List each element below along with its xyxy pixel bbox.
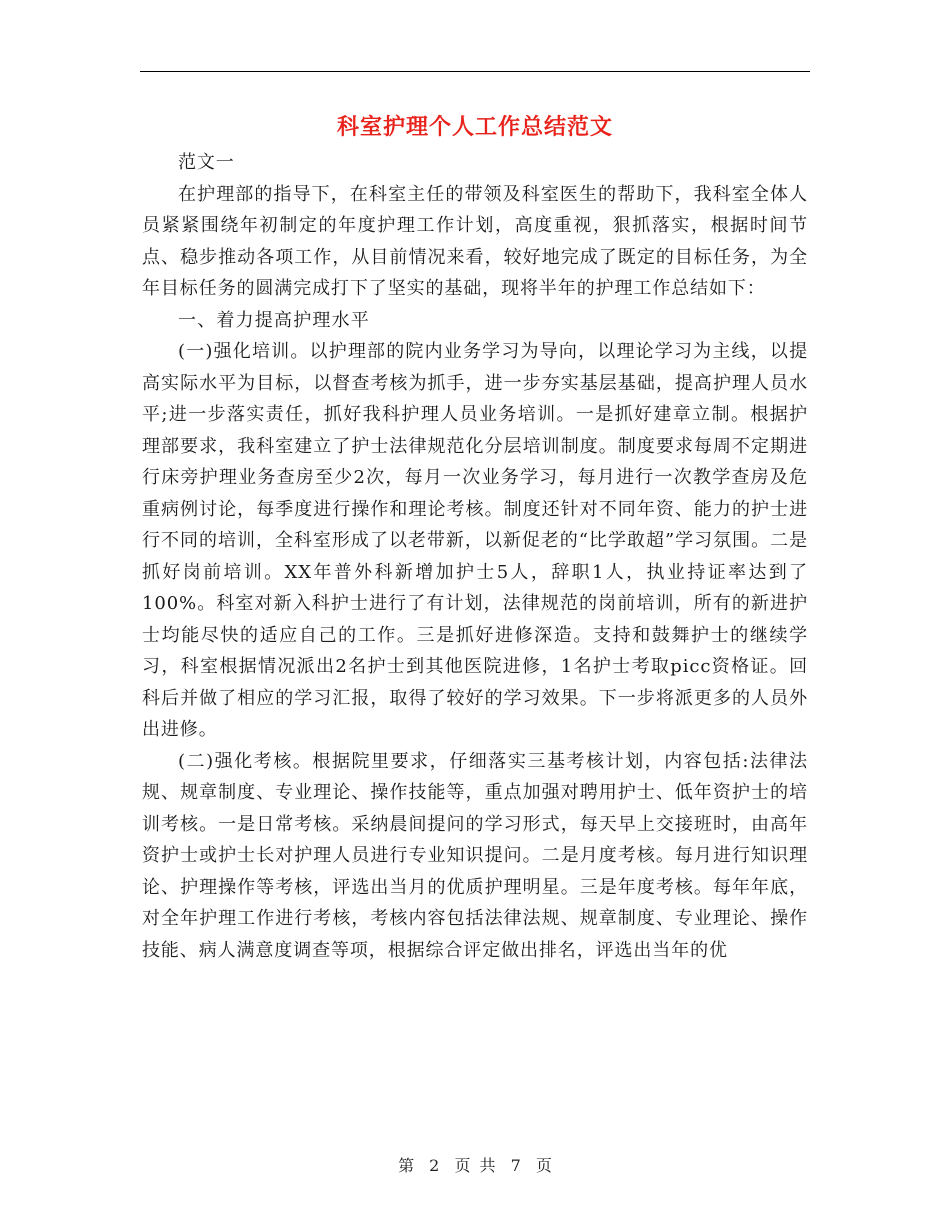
paragraph-intro: 在护理部的指导下，在科室主任的带领及科室医生的帮助下，我科室全体人员紧紧围绕年初制定的年度护理工作计划，高度重视，狠抓落实，根据时间节点、稳步推动各项工作，从目前情况来看，较好地完成了既定的目标任务，为全年目标任务的圆满完成打下了坚实的基础，现将半年的护理工作总结如下： (142, 183, 808, 299)
footer-prefix: 第 (398, 1156, 415, 1175)
footer-middle: 页 共 (454, 1156, 496, 1175)
footer-suffix: 页 (535, 1156, 552, 1175)
document-title: 科室护理个人工作总结范文 (336, 114, 613, 140)
footer-current-page: 2 (429, 1156, 440, 1175)
page-footer (0, 1153, 950, 1176)
document-body (142, 147, 808, 966)
footer-total-pages: 7 (510, 1156, 521, 1175)
section-heading: 一、着力提高护理水平 (178, 309, 370, 331)
paragraph-training: (一)强化培训。以护理部的院内业务学习为导向，以理论学习为主线，以提高实际水平为目标，以督查考核为抓手，进一步夯实基层基础，提高护理人员水平;进一步落实责任，抓好我科护理人员业务培训。一是抓好建章立制。根据护理部要求，我科室建立了护士法律规范化分层培训制度。制度要求每周不定期进行床旁护理业务查房至少2次，每月一次业务学习，每月进行一次教学查房及危重病例讨论，每季度进行操作和理论考核。制度还针对不同年资、能力的护士进行不同的培训，全科室形成了以老带新，以新促老的“比学敢超”学习氛围。二是抓好岗前培训。XX年普外科新增加护士5人，辞职1人，执业持证率达到了100%。科室对新入科护士进行了有计划，法律规范的岗前培训，所有的新进护士均能尽快的适应自己的工作。三是抓好进修深造。支持和鼓舞护士的继续学习，科室根据情况派出2名护士到其他医院进修，1名护士考取picc资格证。回科后并做了相应的学习汇报，取得了较好的学习效果。下一步将派更多的人员外出进修。 (142, 341, 808, 740)
paragraph-assessment: (二)强化考核。根据院里要求，仔细落实三基考核计划，内容包括:法律法规、规章制度、专业理论、操作技能等，重点加强对聘用护士、低年资护士的培训考核。一是日常考核。采纳晨间提问的学习形式，每天早上交接班时，由高年资护士或护士长对护理人员进行专业知识提问。二是月度考核。每月进行知识理论、护理操作等考核，评选出当月的优质护理明星。三是年度考核。每年年底，对全年护理工作进行考核，考核内容包括法律法规、规章制度、专业理论、操作技能、病人满意度调查等项，根据综合评定做出排名，评选出当年的优 (142, 750, 808, 961)
paragraph-sample-label: 范文一 (178, 152, 235, 173)
header-rule (140, 71, 810, 72)
